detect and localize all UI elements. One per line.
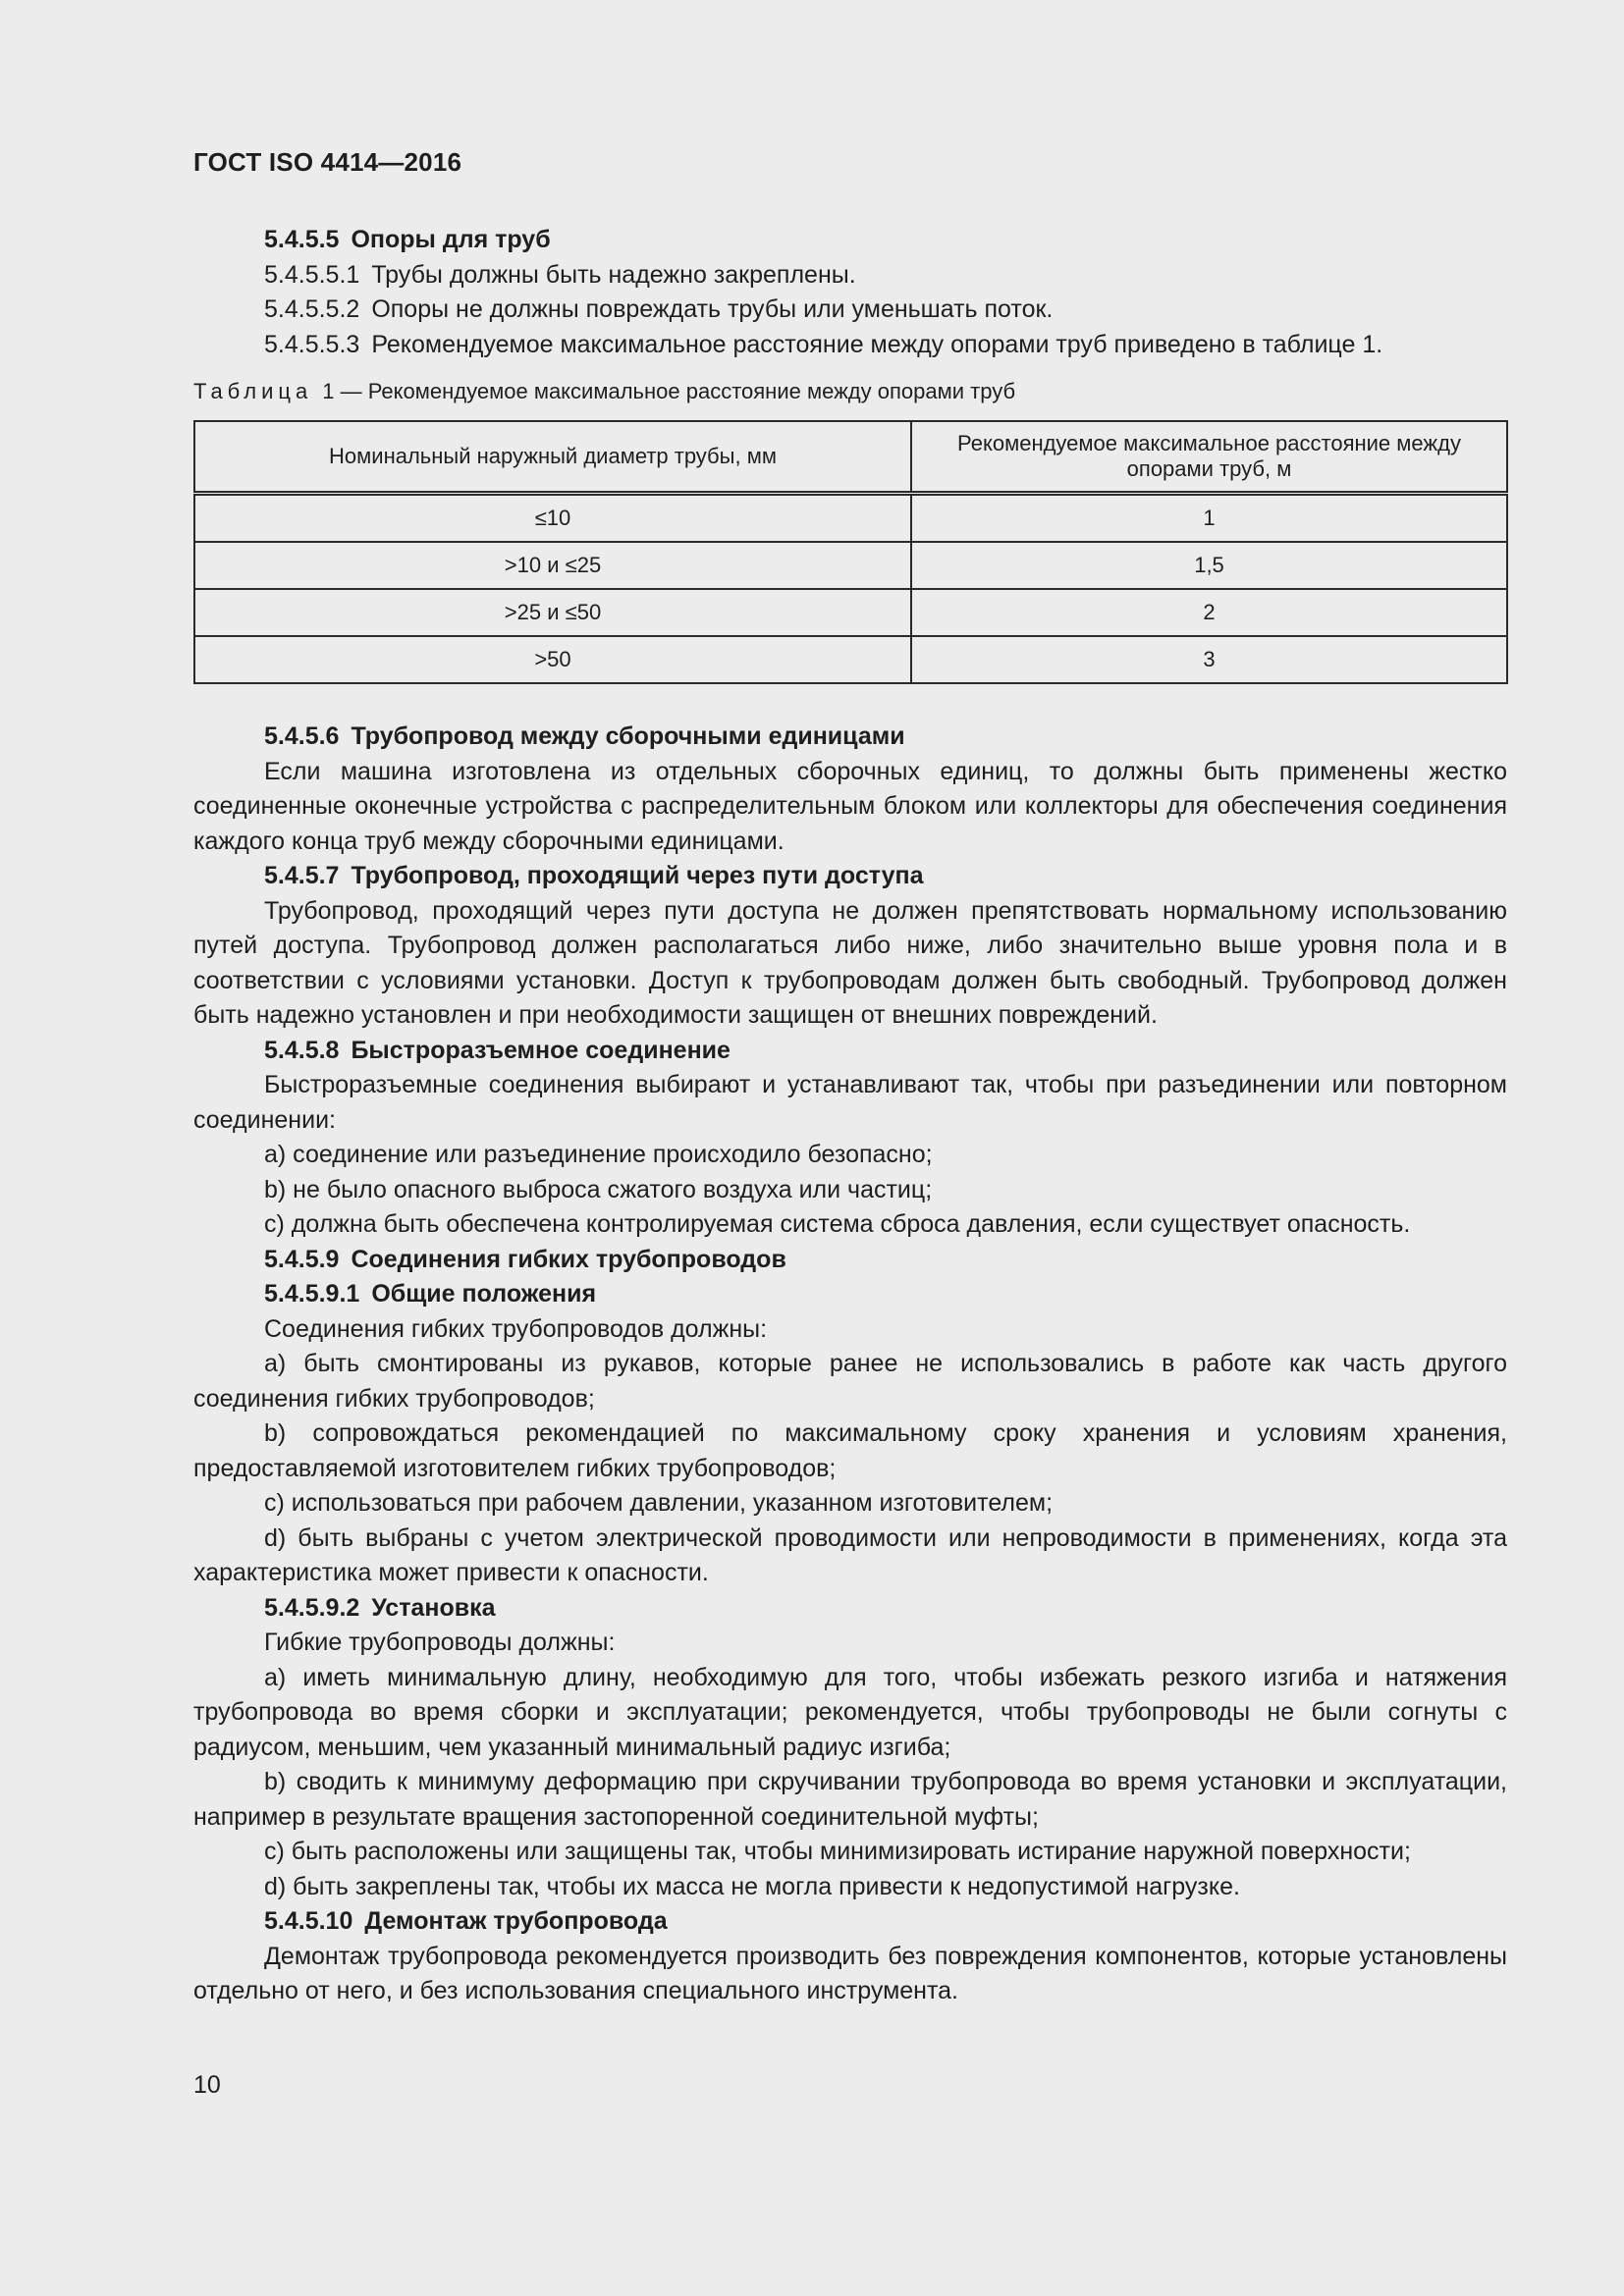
table-header-cell: Номинальный наружный диаметр трубы, мм (194, 421, 911, 494)
list-item: b) не было опасного выброса сжатого воздуха или частиц; (264, 1175, 933, 1203)
table-cell: >25 и ≤50 (194, 589, 911, 636)
paragraph: Демонтаж трубопровода рекомендуется производить без повреждения компонентов, которые установлены отдельно от него, и без использования специального инструмента. (193, 1942, 1507, 2004)
table-row (194, 636, 1507, 683)
table-header-cell: Рекомендуемое максимальное расстояние между опорами труб, м (911, 421, 1507, 494)
table-cell: >10 и ≤25 (194, 542, 911, 589)
paragraph: Если машина изготовлена из отдельных сборочных единиц, то должны быть применены жестко соединенные оконечные устройства с распределительным блоком или коллекторы для обеспечения соединения каждого конца труб между сборочными единицами. (193, 757, 1507, 855)
document-header: ГОСТ ISO 4414—2016 (193, 147, 462, 177)
section-heading: 5.4.5.9.2 Установка (264, 1593, 496, 1622)
section-5-4-5-5 (193, 223, 1507, 362)
section-heading: 5.4.5.10 Демонтаж трубопровода (264, 1907, 668, 1935)
list-item: c) быть расположены или защищены так, чтобы минимизировать истирание наружной поверхности; (264, 1838, 1411, 1865)
paragraph: Гибкие трубопроводы должны: (264, 1629, 616, 1656)
paragraph: Трубопровод, проходящий через пути доступа не должен препятствовать нормальному использованию путей доступа. Трубопровод должен располагаться либо ниже, либо значительно выше уровня пола и в соответствии с условиями установки. Доступ к трубопроводам должен быть свободный. Трубопровод должен быть надежно установлен и при необходимости защищен от внешних повреждений. (193, 896, 1507, 1029)
list-item: d) быть выбраны с учетом электрической проводимости или непроводимости в применениях, когда эта характеристика может привести к опасности. (193, 1523, 1507, 1586)
clause: 5.4.5.5.1 Трубы должны быть надежно закреплены. (264, 260, 856, 289)
page-number: 10 (193, 2071, 221, 2099)
paragraph: Соединения гибких трубопроводов должны: (264, 1314, 768, 1343)
section-heading: 5.4.5.9.1 Общие положения (264, 1280, 597, 1308)
table-caption (193, 379, 1015, 404)
list-item: c) должна быть обеспечена контролируемая система сброса давления, если существует опасность. (264, 1210, 1411, 1238)
section-heading: 5.4.5.6 Трубопровод между сборочными единицами (264, 722, 905, 750)
section-heading: 5.4.5.5 Опоры для труб (264, 226, 551, 253)
table-cell: ≤10 (194, 494, 911, 543)
section-heading: 5.4.5.8 Быстроразъемное соединение (264, 1036, 731, 1064)
list-item: a) соединение или разъединение происходило безопасно; (264, 1141, 933, 1168)
list-item: d) быть закреплены так, чтобы их масса не могла привести к недопустимой нагрузке. (264, 1872, 1240, 1900)
section-heading: 5.4.5.9 Соединения гибких трубопроводов (264, 1245, 786, 1273)
table-cell: 1 (911, 494, 1507, 543)
paragraph: Быстроразъемные соединения выбирают и устанавливают так, чтобы при разъединении или повторном соединении: (193, 1071, 1507, 1134)
table-header-row (194, 421, 1507, 494)
clause: 5.4.5.5.2 Опоры не должны повреждать трубы или уменьшать поток. (264, 295, 1054, 323)
list-item: a) быть смонтированы из рукавов, которые ранее не использовались в работе как часть другого соединения гибких трубопроводов; (193, 1350, 1507, 1413)
table-cell: >50 (194, 636, 911, 683)
table-cell: 1,5 (911, 542, 1507, 589)
list-item: c) использоваться при рабочем давлении, указанном изготовителем; (264, 1489, 1054, 1517)
table-row (194, 494, 1507, 543)
table-caption-label: Таблица (193, 379, 313, 403)
body-text (193, 720, 1507, 2009)
list-item: b) сводить к минимуму деформацию при скручивании трубопровода во время установки и эксплуатации, например в результате вращения застопоренной соединительной муфты; (193, 1768, 1507, 1831)
table-caption-text: 1 — Рекомендуемое максимальное расстояние между опорами труб (322, 379, 1016, 403)
table-cell: 2 (911, 589, 1507, 636)
clause: 5.4.5.5.3 Рекомендуемое максимальное расстояние между опорами труб приведено в таблице 1. (264, 330, 1383, 358)
list-item: a) иметь минимальную длину, необходимую для того, чтобы избежать резкого изгиба и натяжения трубопровода во время сборки и эксплуатации; рекомендуется, чтобы трубопроводы не были согнуты с радиусом, меньшим, чем указанный минимальный радиус изгиба; (193, 1663, 1507, 1761)
pipe-support-spacing-table (193, 420, 1508, 684)
table-row (194, 542, 1507, 589)
list-item: b) сопровождаться рекомендацией по максимальному сроку хранения и условиям хранения, предоставляемой изготовителем гибких трубопроводов; (193, 1419, 1507, 1482)
section-heading: 5.4.5.7 Трубопровод, проходящий через пути доступа (264, 862, 924, 889)
table-cell: 3 (911, 636, 1507, 683)
table-row (194, 589, 1507, 636)
